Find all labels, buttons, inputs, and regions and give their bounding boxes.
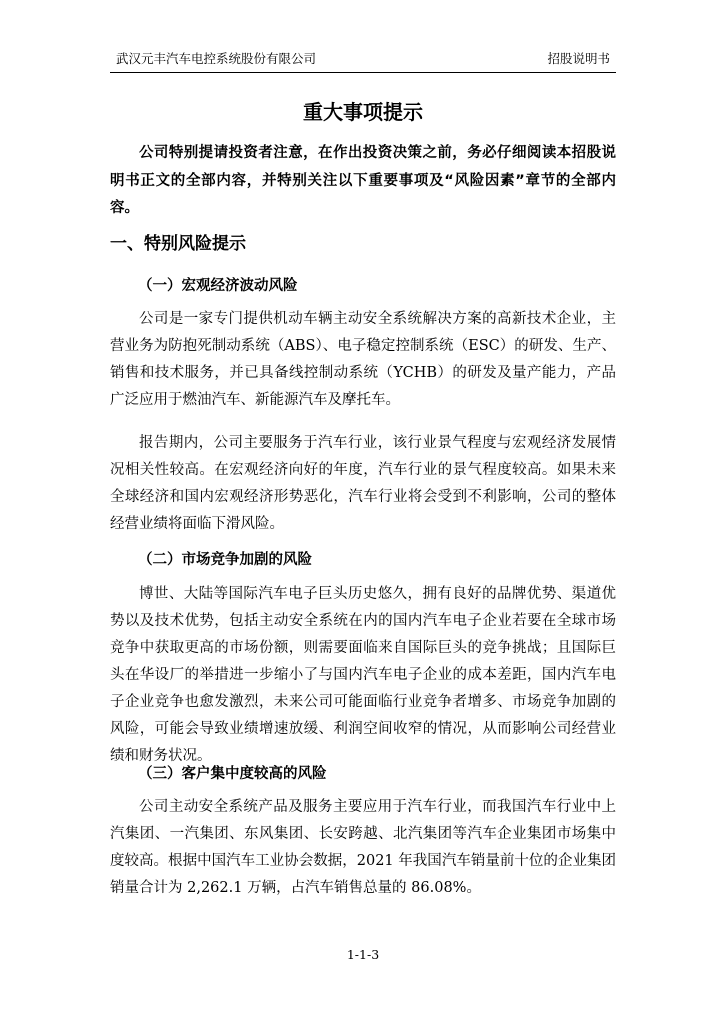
paragraph-competition: 博世、大陆等国际汽车电子巨头历史悠久，拥有良好的品牌优势、渠道优势以及技术优势，包括主动安全系统在内的国内汽车电子企业若要在全球市场竞争中获取更高的市场份额，则需要面临来自国际巨头的竞争挑战；且国际巨头在华设厂的举措进一步缩小了与国内汽车电子企业的成本差距，国内汽车电子企业竞争也愈发激烈，未来公司可能面临行业竞争者增多、市场竞争加剧的风险，可能会导致业绩增速放缓、利润空间收窄的情况，从而影响公司经营业绩和财务状况。 <box>110 586 616 764</box>
paragraph-customer-concentration: 公司主动安全系统产品及服务主要应用于汽车行业，而我国汽车行业中上汽集团、一汽集团、东风集团、长安跨越、北汽集团等汽车企业集团市场集中度较高。根据中国汽车工业协会数据，2021 年我国汽车销量前十位的企业集团销量合计为 2,262.1 万辆，占汽车销售总量的 86.08%。 <box>110 799 616 896</box>
page-number: 1-1-3 <box>346 947 380 962</box>
section-heading-special-risk: 一、特别风险提示 <box>110 234 246 254</box>
page-title: 重大事项提示 <box>303 100 423 124</box>
header-company-name: 武汉元丰汽车电控系统股份有限公司 <box>116 51 317 66</box>
paragraph-company-business: 公司是一家专门提供机动车辆主动安全系统解决方案的高新技术企业，主营业务为防抱死制动系统（ABS）、电子稳定控制系统（ESC）的研发、生产、销售和技术服务，并已具备线控制动系统（YCHB）的研发及量产能力，产品广泛应用于燃油汽车、新能源汽车及摩托车。 <box>110 311 616 408</box>
subsection-heading-macro-risk: （一）宏观经济波动风险 <box>138 278 298 294</box>
page-header <box>110 50 616 73</box>
subsection-heading-customer-concentration-risk: （三）客户集中度较高的风险 <box>138 766 327 782</box>
intro-paragraph: 公司特别提请投资者注意，在作出投资决策之前，务必仔细阅读本招股说明书正文的全部内容，并特别关注以下重要事项及“风险因素”章节的全部内容。 <box>110 145 616 216</box>
header-document-type: 招股说明书 <box>547 51 610 66</box>
subsection-heading-competition-risk: （二）市场竞争加剧的风险 <box>138 552 312 568</box>
paragraph-macro-economy: 报告期内，公司主要服务于汽车行业，该行业景气程度与宏观经济发展情况相关性较高。在宏观经济向好的年度，汽车行业的景气程度较高。如果未来全球经济和国内宏观经济形势恶化，汽车行业将会受到不利影响，公司的整体经营业绩将面临下滑风险。 <box>110 435 616 532</box>
